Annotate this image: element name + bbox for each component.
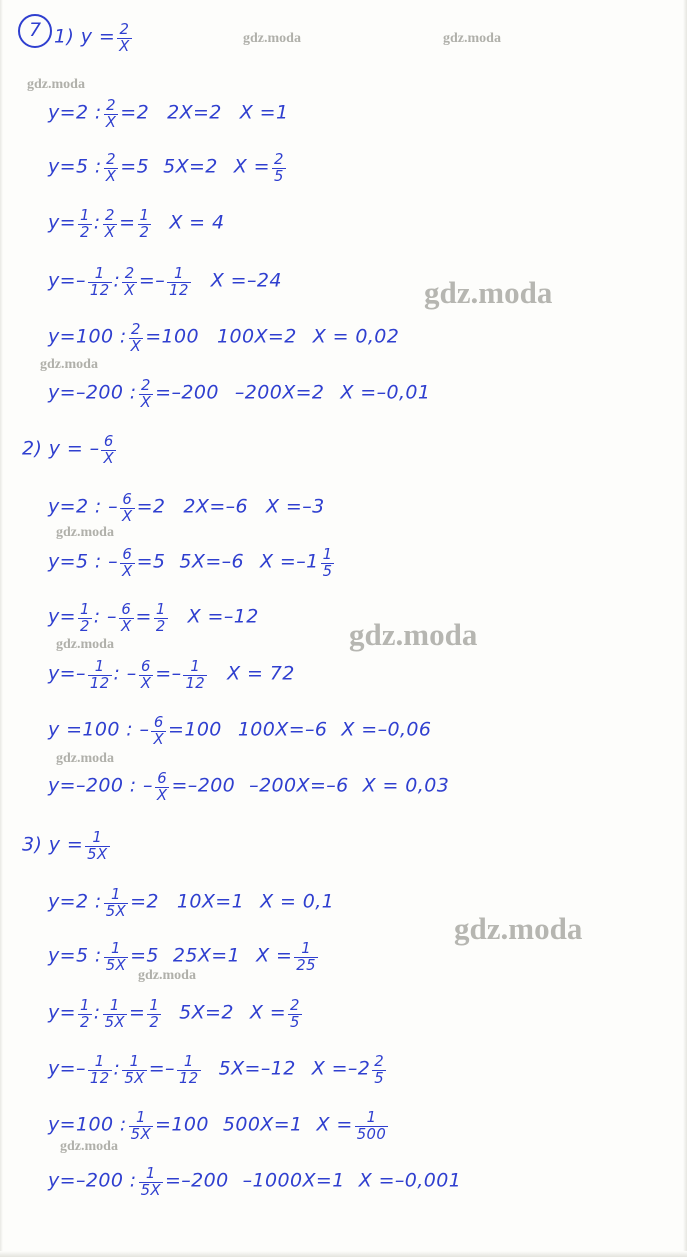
fraction-denominator: X	[122, 507, 133, 525]
fraction	[104, 98, 119, 130]
expression-text: X = 72	[227, 662, 295, 685]
solution-line	[48, 98, 288, 130]
expression-text: =–200	[164, 1169, 229, 1192]
fraction-numerator: 2	[124, 265, 135, 282]
expression-text: :	[113, 1057, 121, 1080]
watermark: gdz.moda	[243, 31, 301, 46]
expression-text: –1000X=1	[242, 1169, 345, 1192]
fraction	[88, 659, 112, 691]
fraction	[355, 1110, 388, 1142]
fraction	[88, 266, 112, 298]
expression-text: y=	[48, 1001, 76, 1024]
part-heading-label: 3) y =	[22, 833, 84, 856]
fraction-numerator: 1	[94, 265, 105, 282]
fraction-denominator: 12	[169, 281, 189, 299]
fraction-numerator: 2	[104, 207, 115, 224]
fraction	[129, 1110, 153, 1142]
expression-text: y=100 :	[48, 325, 127, 348]
watermark: gdz.moda	[454, 911, 583, 946]
fraction	[151, 715, 166, 747]
fraction-denominator: 12	[89, 1069, 110, 1087]
fraction	[122, 1054, 146, 1086]
expression-text: X =	[233, 155, 270, 178]
fraction	[101, 434, 116, 466]
expression-text: 2X=2	[167, 101, 222, 124]
fraction-numerator: 1	[135, 1109, 146, 1126]
expression-text: :	[93, 211, 101, 234]
problem-number-circle: 7	[18, 14, 52, 48]
fraction-numerator: 2	[106, 97, 116, 114]
watermark: gdz.moda	[424, 275, 553, 310]
fraction	[104, 152, 119, 184]
fraction-numerator: 1	[366, 1109, 377, 1126]
expression-text: =	[128, 1001, 146, 1024]
fraction-denominator: 5	[290, 1013, 300, 1031]
fraction-denominator: 5X	[124, 1069, 145, 1087]
fraction	[147, 998, 161, 1030]
fraction	[122, 266, 137, 298]
expression-text: =100	[155, 1113, 209, 1136]
fraction-numerator: 1	[94, 658, 105, 675]
fraction-denominator: X	[153, 730, 165, 748]
fraction	[78, 998, 92, 1030]
solution-line	[48, 492, 325, 524]
solution-line	[48, 1166, 461, 1198]
expression-text: 5X=2	[179, 1001, 234, 1024]
expression-text: X = 4	[169, 211, 225, 234]
fraction-numerator: 1	[145, 1165, 156, 1182]
fraction-denominator: 5	[322, 562, 333, 580]
solution-line	[48, 998, 304, 1030]
expression-text: y=	[48, 211, 76, 234]
expression-text: =2	[136, 495, 166, 518]
expression-text: –200X=–6	[249, 774, 349, 797]
watermark: gdz.moda	[138, 968, 196, 983]
fraction	[103, 208, 118, 240]
watermark: gdz.moda	[60, 1139, 118, 1154]
fraction-denominator: 5X	[140, 1181, 161, 1199]
expression-text: X = 0,03	[362, 774, 450, 797]
fraction	[119, 602, 134, 634]
fraction-denominator: 2	[139, 223, 150, 241]
expression-text: y=5 :	[48, 944, 102, 967]
fraction	[288, 998, 302, 1030]
fraction-numerator: 2	[140, 377, 151, 394]
fraction-numerator: 1	[94, 1053, 105, 1070]
expression-text: =–200	[171, 774, 236, 797]
expression-text: 5X=–6	[179, 550, 245, 573]
expression-text: y=–	[48, 1057, 86, 1080]
part-heading	[54, 22, 134, 54]
expression-text: y=–200 :	[48, 1169, 137, 1192]
fraction-numerator: 2	[131, 321, 141, 338]
fraction-numerator: 6	[121, 601, 132, 618]
fraction-numerator: 1	[155, 601, 166, 618]
fraction-denominator: 12	[178, 1069, 199, 1087]
fraction-denominator: 2	[79, 617, 90, 635]
fraction-numerator: 1	[183, 1053, 194, 1070]
fraction-denominator: 5	[273, 167, 284, 185]
fraction-denominator: X	[105, 113, 117, 131]
fraction-numerator: 6	[122, 546, 133, 563]
expression-text: 5X=–12	[218, 1057, 296, 1080]
part-heading	[22, 830, 112, 862]
fraction-denominator: 5X	[104, 1013, 125, 1031]
expression-text: X =–24	[210, 269, 282, 292]
expression-text: 2X=–6	[183, 495, 249, 518]
fraction-numerator: 1	[322, 546, 333, 563]
solution-line	[48, 1054, 388, 1086]
fraction-numerator: 1	[79, 207, 90, 224]
fraction-numerator: 1	[110, 940, 121, 957]
expression-text: =–	[148, 1057, 175, 1080]
expression-text: y=2 :	[48, 101, 102, 124]
fraction-numerator: 1	[129, 1053, 140, 1070]
expression-text: y=2 : –	[48, 495, 119, 518]
part-heading-label: 2) y = –	[22, 437, 100, 460]
fraction-denominator: 2	[149, 1013, 160, 1031]
fraction-denominator: 5X	[87, 845, 108, 863]
fraction	[177, 1054, 201, 1086]
fraction	[139, 659, 154, 691]
fraction	[321, 547, 335, 579]
fraction-denominator: X	[119, 37, 130, 55]
expression-text: y=	[48, 605, 76, 628]
solution-line	[48, 547, 336, 579]
watermark: gdz.moda	[27, 77, 85, 92]
fraction	[78, 602, 92, 634]
solution-line	[48, 152, 288, 184]
fraction	[120, 547, 135, 579]
fraction	[138, 208, 152, 240]
solution-line	[48, 1110, 390, 1142]
expression-text: 100X=–6	[237, 718, 328, 741]
watermark: gdz.moda	[349, 617, 478, 652]
fraction	[154, 602, 168, 634]
fraction-denominator: X	[156, 786, 168, 804]
solution-line	[48, 659, 295, 691]
fraction-denominator: X	[140, 393, 152, 411]
expression-text: y=–200 : –	[48, 774, 153, 797]
expression-text: –200X=2	[234, 381, 325, 404]
page-edge-left	[0, 0, 3, 1257]
fraction-denominator: X	[120, 617, 132, 635]
expression-text: X = 0,02	[312, 325, 400, 348]
expression-text: X =	[316, 1113, 353, 1136]
fraction	[139, 378, 154, 410]
fraction	[103, 998, 127, 1030]
expression-text: 100X=2	[217, 325, 297, 348]
expression-text: X =	[249, 1001, 287, 1024]
expression-text: 500X=1	[222, 1113, 303, 1136]
expression-text: X =–3	[266, 495, 325, 518]
fraction-numerator: 1	[139, 207, 150, 224]
solution-line	[48, 771, 449, 803]
expression-text: =2	[120, 101, 150, 124]
fraction	[183, 659, 207, 691]
fraction	[85, 830, 109, 862]
fraction-denominator: X	[140, 674, 152, 692]
page-edge-right	[683, 0, 687, 1257]
part-heading	[22, 434, 118, 466]
expression-text: =5	[136, 550, 166, 573]
fraction-numerator: 1	[79, 601, 90, 618]
fraction-denominator: 12	[185, 674, 206, 692]
fraction-numerator: 2	[119, 21, 130, 38]
expression-text: =5	[130, 944, 159, 967]
fraction-numerator: 6	[157, 770, 168, 787]
fraction-denominator: 5X	[105, 956, 127, 974]
expression-text: =2	[130, 890, 159, 913]
fraction-denominator: X	[130, 337, 142, 355]
fraction	[129, 322, 144, 354]
fraction-numerator: 6	[141, 658, 151, 675]
solution-line	[48, 208, 224, 240]
fraction-numerator: 2	[273, 151, 284, 168]
fraction-denominator: 25	[296, 956, 316, 974]
fraction-denominator: 2	[79, 223, 90, 241]
expression-text: X =–0,001	[358, 1169, 462, 1192]
fraction-numerator: 6	[122, 491, 133, 508]
fraction	[78, 208, 92, 240]
expression-text: 5X=2	[163, 155, 218, 178]
fraction	[88, 1054, 112, 1086]
expression-text: y =100 : –	[48, 718, 150, 741]
solution-line	[48, 378, 430, 410]
fraction-numerator: 6	[153, 714, 164, 731]
expression-text: y=5 :	[48, 155, 102, 178]
solution-line	[48, 887, 334, 919]
fraction	[139, 1166, 163, 1198]
page-edge-bottom	[0, 1251, 687, 1257]
expression-text: y=–	[48, 662, 86, 685]
fraction-numerator: 2	[374, 1053, 385, 1070]
watermark: gdz.moda	[40, 357, 98, 372]
fraction-numerator: 6	[103, 433, 114, 450]
fraction-denominator: 500	[356, 1125, 387, 1143]
fraction-numerator: 1	[92, 829, 103, 846]
expression-text: X =–1	[260, 550, 319, 573]
expression-text: X =–0,06	[341, 718, 432, 741]
fraction-denominator: 2	[155, 617, 166, 635]
expression-text: X =–12	[187, 605, 259, 628]
fraction	[294, 941, 318, 973]
expression-text: X =–0,01	[340, 381, 431, 404]
fraction	[155, 771, 170, 803]
fraction-denominator: 12	[89, 674, 110, 692]
expression-text: 25X=1	[172, 944, 241, 967]
fraction	[120, 492, 135, 524]
expression-text: y=2 :	[48, 890, 102, 913]
expression-text: =100	[168, 718, 222, 741]
expression-text: X =1	[239, 101, 289, 124]
expression-text: y=100 :	[48, 1113, 127, 1136]
fraction-numerator: 1	[174, 265, 184, 282]
expression-text: :	[113, 269, 121, 292]
expression-text: y=–200 :	[48, 381, 137, 404]
fraction-denominator: 5X	[130, 1125, 152, 1143]
expression-text: X =	[256, 944, 293, 967]
solution-line	[48, 941, 320, 973]
fraction	[117, 22, 132, 54]
expression-text: =–	[155, 662, 182, 685]
fraction	[272, 152, 286, 184]
fraction-numerator: 1	[149, 997, 160, 1014]
fraction-denominator: 2	[79, 1013, 90, 1031]
expression-text: :	[93, 1001, 101, 1024]
solution-line	[48, 266, 282, 298]
solution-line	[48, 602, 259, 634]
fraction-numerator: 1	[79, 997, 90, 1014]
expression-text: X =–2	[311, 1057, 371, 1080]
fraction-numerator: 1	[109, 997, 120, 1014]
watermark: gdz.moda	[56, 751, 114, 766]
expression-text: : –	[113, 662, 137, 685]
expression-text: 10X=1	[176, 890, 245, 913]
fraction-denominator: X	[105, 167, 117, 185]
expression-text: =5	[120, 155, 150, 178]
expression-text: =–200	[155, 381, 219, 404]
fraction	[167, 266, 191, 298]
solution-line	[48, 715, 431, 747]
fraction-numerator: 1	[190, 658, 201, 675]
fraction	[372, 1054, 386, 1086]
fraction-numerator: 2	[106, 151, 116, 168]
fraction-numerator: 2	[290, 997, 300, 1014]
fraction-numerator: 1	[110, 886, 121, 903]
fraction-denominator: 5	[374, 1069, 385, 1087]
watermark: gdz.moda	[56, 637, 114, 652]
expression-text: =	[119, 211, 136, 234]
expression-text: =–	[138, 269, 166, 292]
fraction-denominator: X	[103, 449, 115, 467]
fraction-denominator: X	[104, 223, 116, 241]
part-heading-label: 1) y =	[54, 25, 116, 48]
expression-text: X = 0,1	[260, 890, 335, 913]
solution-line	[48, 322, 399, 354]
expression-text: : –	[93, 605, 117, 628]
expression-text: =100	[145, 325, 200, 348]
fraction-denominator: 5X	[105, 902, 127, 920]
expression-text: =	[135, 605, 152, 628]
expression-text: y=–	[48, 269, 86, 292]
fraction	[104, 941, 128, 973]
fraction	[104, 887, 128, 919]
fraction-denominator: X	[122, 562, 133, 580]
watermark: gdz.moda	[56, 525, 114, 540]
fraction-numerator: 1	[301, 940, 312, 957]
expression-text: y=5 : –	[48, 550, 119, 573]
fraction-denominator: X	[124, 281, 135, 299]
watermark: gdz.moda	[443, 31, 501, 46]
fraction-denominator: 12	[89, 281, 110, 299]
